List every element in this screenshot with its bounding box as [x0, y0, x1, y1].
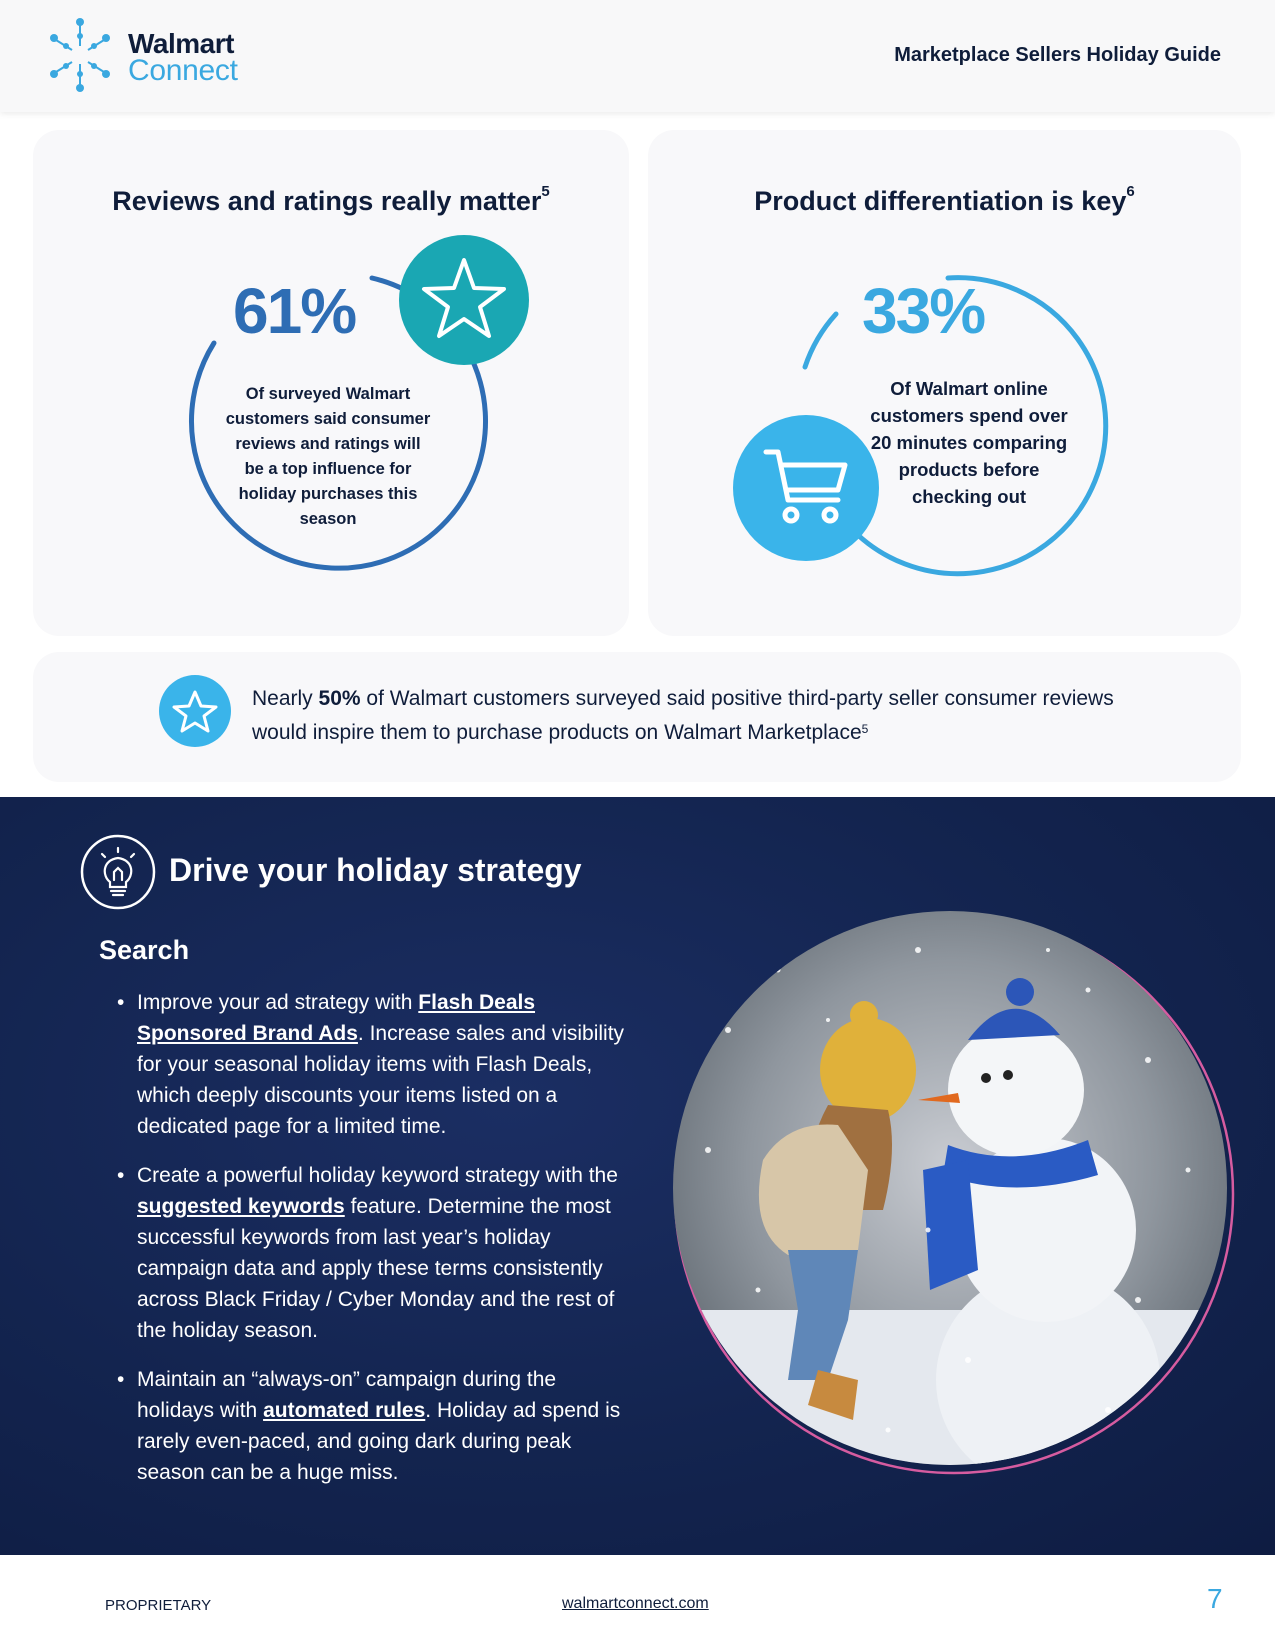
- page-header: [0, 0, 1275, 112]
- differentiation-card-title: Product differentiation is key$^6$: [754, 183, 1135, 216]
- walmart-connect-logo[interactable]: [48, 16, 248, 96]
- snowman-photo: [668, 910, 1236, 1478]
- footnote-marker: 5: [861, 722, 869, 736]
- logo-text-walmart: Walmart: [128, 28, 234, 59]
- flash-deals-link[interactable]: Flash Deals Sponsored Brand Ads: [137, 991, 536, 1045]
- reviews-stat-card: [33, 130, 629, 636]
- document-title: Marketplace Sellers Holiday Guide: [894, 44, 1221, 66]
- page-footer: [0, 1555, 1275, 1650]
- footnote-marker: 6: [1126, 183, 1135, 200]
- differentiation-stat-value: 33%: [862, 275, 985, 347]
- proprietary-label: PROPRIETARY: [105, 1597, 212, 1614]
- holiday-strategy-section: [0, 797, 1275, 1555]
- star-icon: [159, 675, 231, 747]
- reviews-stat-description: Of surveyed Walmart customers said consumer reviews and ratings will be a top influence for holiday purchases this season: [225, 385, 431, 528]
- logo-network-icon: [48, 16, 120, 94]
- list-item: • Improve your ad strategy with Flash Deals Sponsored Brand Ads. Increase sales and visibility for your seasonal holiday items with Flash Deals, which deeply discounts your items listed on a dedicated page for a limited time.: [112, 987, 632, 1142]
- star-badge: [399, 235, 529, 365]
- differentiation-stat-description: Of Walmart online customers spend over 20 minutes comparing products before checking out: [870, 378, 1068, 507]
- list-item: • Maintain an “always-on” campaign during the holidays with automated rules. Holiday ad spend is rarely even-paced, and going dark during peak season can be a huge miss.: [112, 1364, 632, 1488]
- marketplace-reviews-callout: [33, 652, 1241, 782]
- logo-text-connect: Connect: [128, 54, 238, 87]
- callout-highlight: 50%: [318, 687, 361, 710]
- differentiation-stat-card: [648, 130, 1241, 636]
- search-tips-list: [112, 987, 632, 1506]
- automated-rules-link[interactable]: automated rules: [263, 1399, 426, 1422]
- callout-text: Nearly 50% of Walmart customers surveyed said positive third-party seller consumer reviews would inspire them to purchase products on Walmart Marketplace$^5$: [252, 687, 1114, 744]
- lightbulb-icon: [80, 834, 156, 910]
- section-title: Drive your holiday strategy: [169, 852, 582, 888]
- reviews-stat-value: 61%: [233, 275, 356, 347]
- footnote-marker: 5: [541, 183, 550, 200]
- list-item: • Create a powerful holiday keyword strategy with the suggested keywords feature. Determine the most successful keywords from last year’s holiday campaign data and apply these terms consistently across Black Friday / Cyber Monday and the rest of the holiday season.: [112, 1160, 632, 1346]
- reviews-card-title: Reviews and ratings really matter$^5$: [112, 183, 550, 216]
- suggested-keywords-link[interactable]: suggested keywords: [137, 1195, 345, 1218]
- page-number: 7: [1207, 1583, 1223, 1614]
- website-link[interactable]: walmartconnect.com: [562, 1595, 709, 1612]
- search-subheading: Search: [99, 935, 190, 965]
